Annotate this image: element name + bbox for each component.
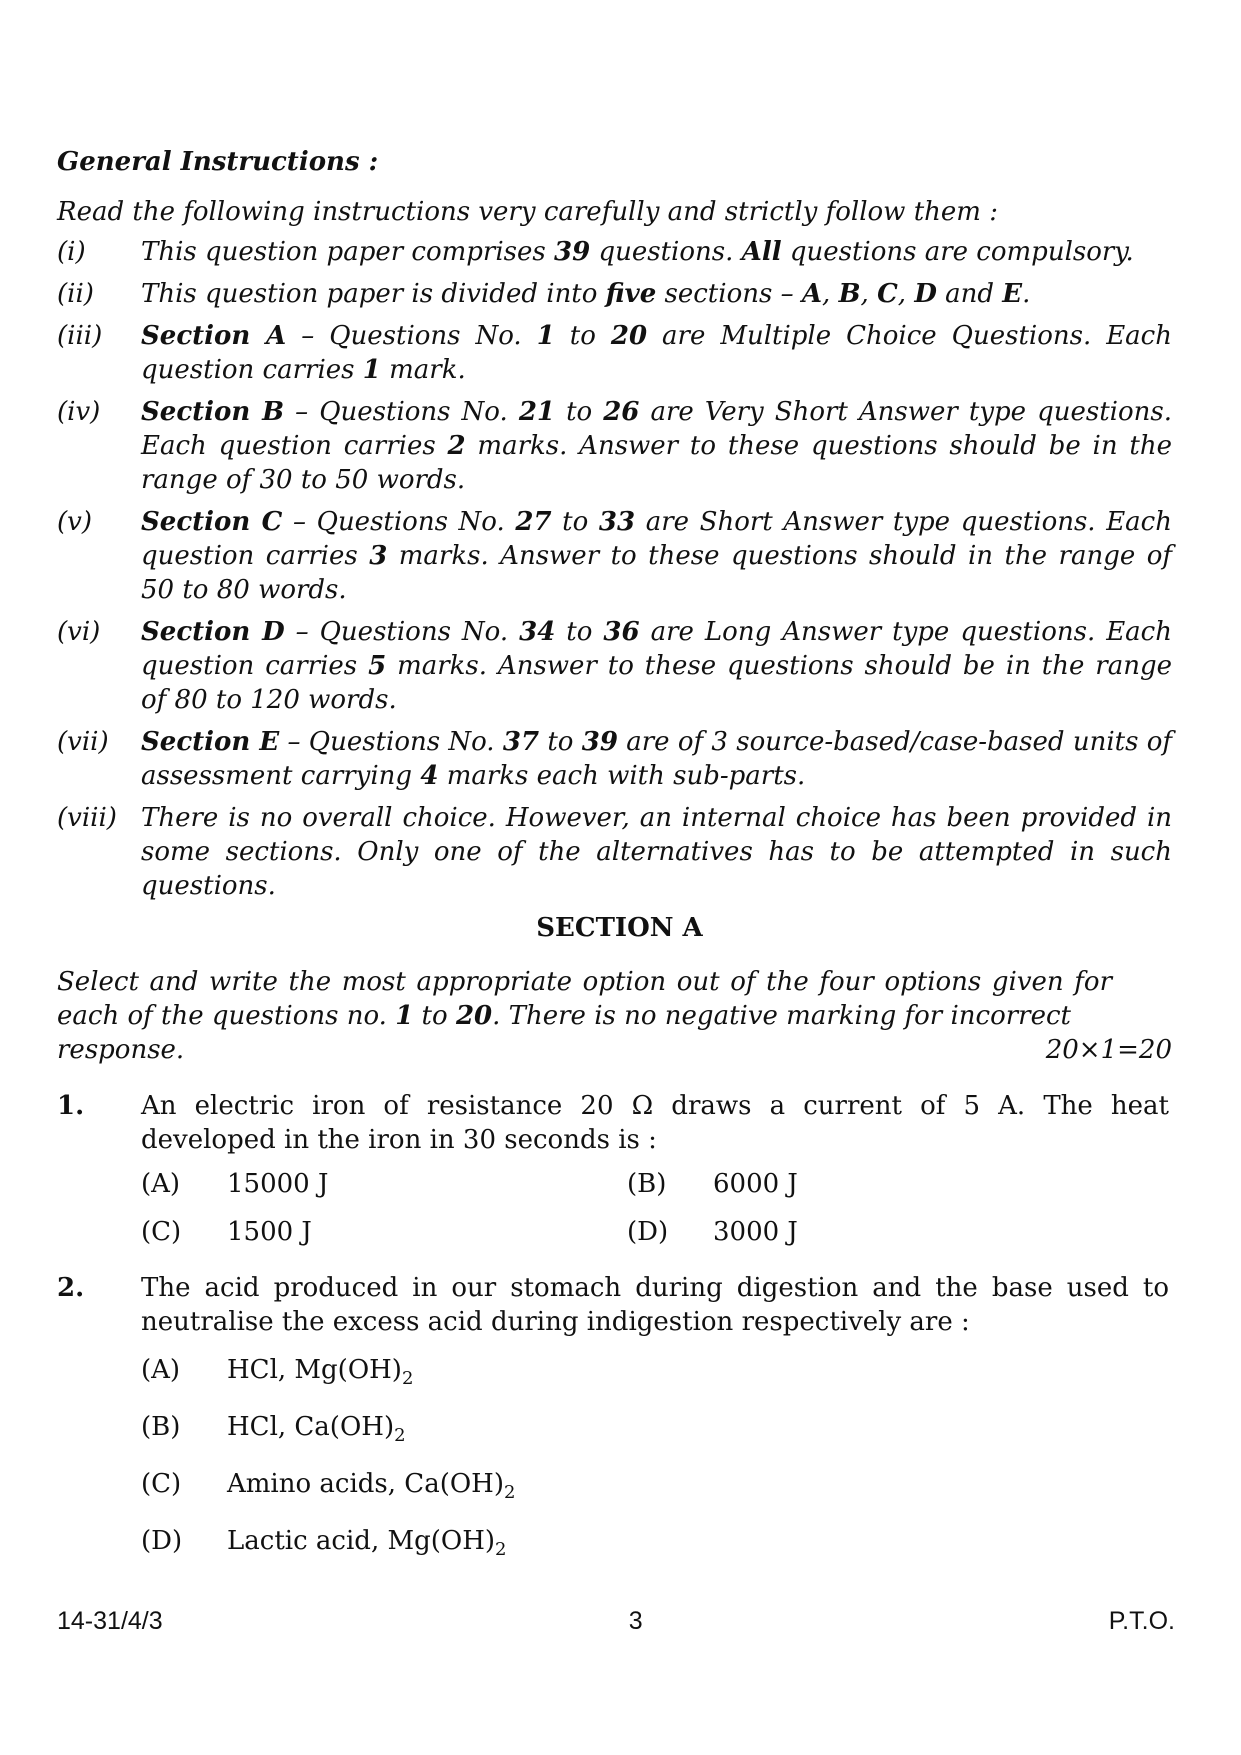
paper-code: 14-31/4/3 bbox=[57, 1607, 163, 1635]
option-d bbox=[627, 1215, 1113, 1249]
options-list bbox=[141, 1353, 1172, 1567]
instruction-number: (ii) bbox=[57, 279, 94, 309]
section-a-title: SECTION A bbox=[536, 913, 703, 943]
instruction-item bbox=[57, 801, 1172, 903]
option-text: Amino acids, $Ca(OH)_2$ bbox=[227, 1469, 516, 1503]
section-a-instruction: Select and write the most appropriate option out of the four options given for each of the questions no. 1 to 20. There is no negative marking for incorrect bbox=[57, 967, 1112, 1031]
instruction-number: (iii) bbox=[57, 321, 103, 351]
instruction-number: (iv) bbox=[57, 397, 101, 427]
section-a-marks: 20×1=20 bbox=[1045, 1035, 1172, 1065]
question-number: 1. bbox=[57, 1091, 85, 1121]
option-text: 6000 J bbox=[713, 1169, 798, 1199]
instruction-text: Section E – Questions No. 37 to 39 are of 3 source-based/case-based units of assessment carrying 4 marks each with sub-parts. bbox=[141, 727, 1172, 791]
general-instructions-title: General Instructions : bbox=[57, 147, 379, 177]
question-paper-page bbox=[57, 145, 1172, 1567]
instructions-intro: Read the following instructions very carefully and strictly follow them : bbox=[57, 197, 998, 227]
instruction-item bbox=[57, 277, 1172, 311]
instruction-item bbox=[57, 235, 1172, 269]
option-label: (B) bbox=[627, 1169, 667, 1199]
instruction-item bbox=[57, 505, 1172, 607]
instruction-number: (v) bbox=[57, 507, 92, 537]
section-a-instruction-end: response. bbox=[57, 1035, 185, 1065]
page-footer bbox=[57, 1607, 1175, 1636]
option-b bbox=[627, 1167, 1113, 1201]
instruction-text: This question paper is divided into five sections – A, B, C, D and E. bbox=[141, 279, 1031, 309]
option-c bbox=[141, 1215, 627, 1249]
option-label: (D) bbox=[141, 1526, 183, 1556]
instruction-item bbox=[57, 725, 1172, 793]
question-1 bbox=[57, 1089, 1172, 1249]
question-text: The acid produced in our stomach during digestion and the base used to neutralise the excess acid during indigestion respectively are : bbox=[141, 1273, 1169, 1337]
option-text: HCl, $Mg(OH)_2$ bbox=[227, 1355, 414, 1389]
option-a bbox=[141, 1353, 1172, 1396]
instruction-item bbox=[57, 395, 1172, 497]
option-c bbox=[141, 1467, 1172, 1510]
option-d bbox=[141, 1524, 1172, 1567]
question-body bbox=[141, 1089, 1172, 1249]
page-number: 3 bbox=[628, 1607, 643, 1635]
option-text: HCl, $Ca(OH)_2$ bbox=[227, 1412, 406, 1446]
instruction-text: There is no overall choice. However, an internal choice has been provided in some sections. Only one of the alternatives has to be attempted in such questions. bbox=[141, 803, 1172, 901]
option-label: (B) bbox=[141, 1412, 181, 1442]
instruction-number: (i) bbox=[57, 237, 86, 267]
instructions-list bbox=[57, 235, 1172, 903]
question-body bbox=[141, 1271, 1172, 1567]
question-text: An electric iron of resistance 20 Ω draws a current of 5 A. The heat developed in the iron in 30 seconds is : bbox=[141, 1091, 1169, 1155]
instruction-text: Section D – Questions No. 34 to 36 are Long Answer type questions. Each question carries 5 marks. Answer to these questions should be in the range of 80 to 120 words. bbox=[141, 617, 1172, 715]
section-a-marks-line bbox=[57, 1033, 1172, 1067]
option-text: 15000 J bbox=[227, 1169, 329, 1199]
options-grid bbox=[141, 1167, 1172, 1249]
option-label: (D) bbox=[627, 1217, 669, 1247]
instruction-text: Section A – Questions No. 1 to 20 are Multiple Choice Questions. Each question carries 1 mark. bbox=[141, 321, 1172, 385]
option-text: 1500 J bbox=[227, 1217, 312, 1247]
pto-label: P.T.O. bbox=[1108, 1607, 1175, 1635]
instruction-item bbox=[57, 319, 1172, 387]
option-text: Lactic acid, $Mg(OH)_2$ bbox=[227, 1526, 507, 1560]
instruction-number: (viii) bbox=[57, 803, 117, 833]
option-label: (C) bbox=[141, 1217, 182, 1247]
option-a bbox=[141, 1167, 627, 1201]
instruction-text: Section B – Questions No. 21 to 26 are Very Short Answer type questions. Each question carries 2 marks. Answer to these questions should be in the range of 30 to 50 words. bbox=[141, 397, 1172, 495]
option-label: (A) bbox=[141, 1169, 181, 1199]
instruction-item bbox=[57, 615, 1172, 717]
instruction-text: Section C – Questions No. 27 to 33 are Short Answer type questions. Each question carries 3 marks. Answer to these questions should in the range of 50 to 80 words. bbox=[141, 507, 1172, 605]
option-b bbox=[141, 1410, 1172, 1453]
instruction-number: (vii) bbox=[57, 727, 109, 757]
question-number: 2. bbox=[57, 1273, 85, 1303]
option-label: (A) bbox=[141, 1355, 181, 1385]
instruction-text: This question paper comprises 39 questions. All questions are compulsory. bbox=[141, 237, 1134, 267]
option-label: (C) bbox=[141, 1469, 182, 1499]
option-text: 3000 J bbox=[713, 1217, 798, 1247]
instruction-number: (vi) bbox=[57, 617, 101, 647]
question-2 bbox=[57, 1271, 1172, 1567]
